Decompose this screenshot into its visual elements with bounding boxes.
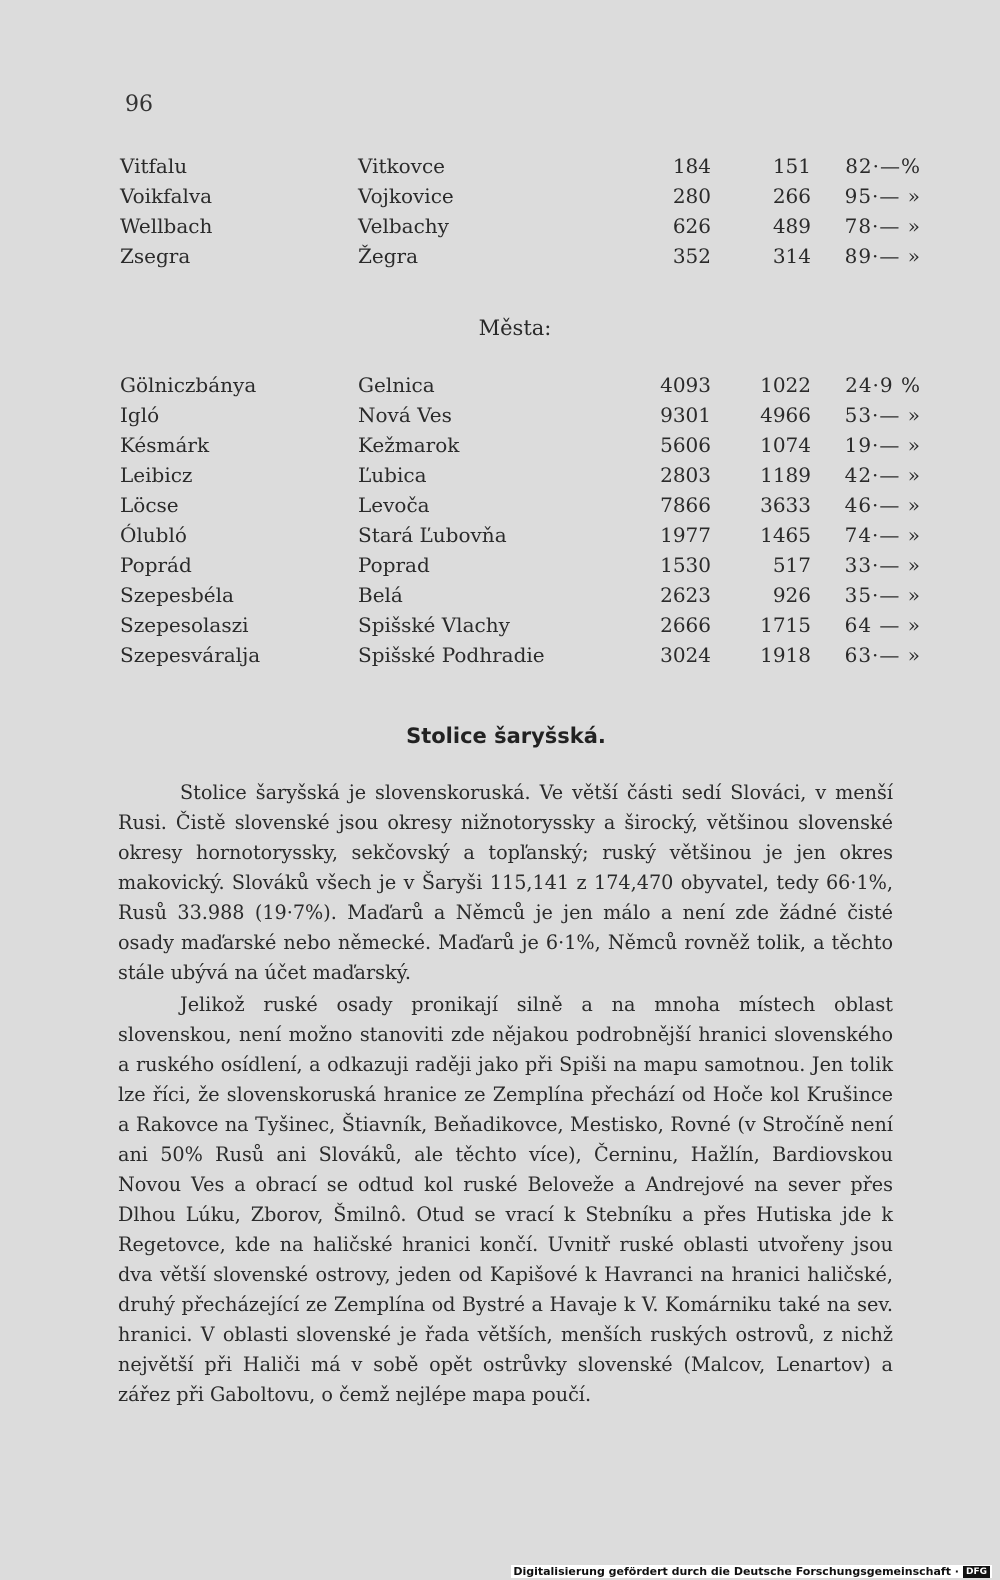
slovak-percent: 64 — »: [844, 613, 921, 637]
table-row: [120, 151, 921, 181]
table-row: [120, 430, 921, 460]
slovak-name: Vojkovice: [358, 184, 454, 208]
hungarian-name: Zsegra: [120, 244, 191, 268]
dfg-logo: DFG: [963, 1566, 990, 1578]
total-population: 4093: [660, 373, 711, 397]
hungarian-name: Ólubló: [120, 523, 187, 547]
table-row: [120, 460, 921, 490]
hungarian-name: Igló: [120, 403, 160, 427]
hungarian-name: Vitfalu: [120, 154, 188, 178]
table-row: [120, 490, 921, 520]
slovak-population: 1189: [760, 463, 811, 487]
section-title: Stolice šaryšská.: [406, 724, 606, 748]
table-row: [120, 241, 921, 271]
towns-table: [120, 370, 921, 670]
total-population: 2666: [660, 613, 711, 637]
slovak-percent: 53·— »: [844, 403, 921, 427]
slovak-name: Gelnica: [358, 373, 435, 397]
slovak-population: 3633: [760, 493, 811, 517]
slovak-name: Poprad: [358, 553, 430, 577]
slovak-percent: 82·—%: [845, 154, 921, 178]
slovak-name: Nová Ves: [358, 403, 452, 427]
total-population: 184: [672, 154, 711, 178]
towns-heading: Města:: [478, 316, 552, 340]
body-text: [118, 778, 893, 1410]
slovak-percent: 46·— »: [844, 493, 921, 517]
total-population: 280: [672, 184, 711, 208]
hungarian-name: Késmárk: [120, 433, 210, 457]
slovak-name: Spišské Vlachy: [358, 613, 510, 637]
hungarian-name: Wellbach: [120, 214, 213, 238]
footer-text: Digitalisierung gefördert durch die Deutsche Forschungsgemeinschaft ·: [513, 1565, 959, 1578]
hungarian-name: Szepesbéla: [120, 583, 234, 607]
hungarian-name: Löcse: [120, 493, 179, 517]
paragraph: Jelikož ruské osady pronikají silně a na mnoha místech oblast slovenskou, není možno stanoviti zde nějakou podrobnější hranici slovenského a ruského osídlení, a odkazuji raději jako při Spiši na mapu samotnou. Jen tolik lze říci, že slovenskoruská hranice ze Zemplína přechází od Hoče kol Krušince a Rakovce na Tyšinec, Štiavník, Beňadikovce, Mestisko, Rovné (v Stročíně není ani 50% Rusů ani Slováků, ale těchto více), Černinu, Hažlín, Bardiovskou Novou Ves a obrací se odtud kol ruské Beloveže a Andrejové na sever přes Dlhou Lúku, Zborov, Šmilnô. Otud se vrací k Stebníku a přes Hutiska jde k Regetovce, kde na haličské hranici končí. Uvnitř ruské oblasti utvořeny jsou dva větší slovenské ostrovy, jeden od Kapišové k Havranci na hranici haličské, druhý přecházející ze Zemplína od Bystré a Havaje k V. Komárniku také na sev. hranici. V oblasti slovenské je řada větších, menších ruských ostrovů, z nichž největší při Haliči má v sobě opět ostrůvky slovenské (Malcov, Lenartov) a zářez při Gaboltovu, o čemž nejlépe mapa poučí.: [118, 993, 893, 1406]
total-population: 3024: [660, 643, 711, 667]
hungarian-name: Voikfalva: [120, 184, 213, 208]
slovak-name: Stará Ľubovňa: [358, 523, 507, 547]
table-row: [120, 211, 921, 241]
table-row: [120, 181, 921, 211]
slovak-name: Žegra: [358, 244, 419, 268]
slovak-percent: 74·— »: [844, 523, 921, 547]
slovak-percent: 78·— »: [844, 214, 921, 238]
table-row: [120, 610, 921, 640]
total-population: 1530: [660, 553, 711, 577]
slovak-population: 1074: [760, 433, 811, 457]
slovak-percent: 63·— »: [844, 643, 921, 667]
slovak-percent: 95·— »: [844, 184, 921, 208]
slovak-percent: 24·9 %: [845, 373, 921, 397]
slovak-population: 1022: [760, 373, 811, 397]
hungarian-name: Leibicz: [120, 463, 193, 487]
hungarian-name: Szepesváralja: [120, 643, 261, 667]
slovak-population: 151: [772, 154, 811, 178]
slovak-population: 1918: [760, 643, 811, 667]
slovak-name: Spišské Podhradie: [358, 643, 545, 667]
slovak-population: 1715: [760, 613, 811, 637]
digitization-footer: [511, 1565, 992, 1578]
slovak-name: Velbachy: [358, 214, 449, 238]
slovak-percent: 33·— »: [844, 553, 921, 577]
slovak-population: 926: [772, 583, 811, 607]
slovak-population: 266: [772, 184, 811, 208]
slovak-name: Ľubica: [358, 463, 427, 487]
slovak-percent: 42·— »: [844, 463, 921, 487]
hungarian-name: Szepesolaszi: [120, 613, 249, 637]
slovak-population: 1465: [760, 523, 811, 547]
table-row: [120, 400, 921, 430]
total-population: 2803: [660, 463, 711, 487]
slovak-population: 489: [772, 214, 811, 238]
table-row: [120, 640, 921, 670]
total-population: 2623: [660, 583, 711, 607]
total-population: 7866: [660, 493, 711, 517]
villages-table: [120, 151, 921, 271]
table-row: [120, 370, 921, 400]
table-row: [120, 520, 921, 550]
total-population: 1977: [660, 523, 711, 547]
hungarian-name: Poprád: [120, 553, 192, 577]
paragraph: Stolice šaryšská je slovenskoruská. Ve větší části sedí Slováci, v menší Rusi. Čistě slovenské jsou okresy nižnotoryssky a širocký, většinou slovenské okresy hornotoryssky, sekčovský a topľanský; ruský většinou je jen okres makovický. Slováků všech je v Šaryši 115,141 z 174,470 obyvatel, tedy 66·1%, Rusů 33.988 (19·7%). Maďarů a Němců je jen málo a není zde žádné čisté osady maďarské nebo německé. Maďarů je 6·1%, Němců rovněž tolik, a těchto stále ubývá na účet maďarský.: [118, 781, 893, 984]
slovak-population: 517: [772, 553, 811, 577]
table-row: [120, 550, 921, 580]
slovak-percent: 89·— »: [844, 244, 921, 268]
slovak-percent: 35·— »: [844, 583, 921, 607]
slovak-name: Kežmarok: [358, 433, 460, 457]
slovak-percent: 19·— »: [844, 433, 921, 457]
slovak-name: Levoča: [358, 493, 430, 517]
slovak-population: 314: [772, 244, 811, 268]
page-number: 96: [125, 92, 153, 117]
slovak-name: Belá: [358, 583, 403, 607]
hungarian-name: Gölniczbánya: [120, 373, 257, 397]
slovak-population: 4966: [760, 403, 811, 427]
slovak-name: Vitkovce: [358, 154, 446, 178]
total-population: 352: [672, 244, 711, 268]
total-population: 626: [672, 214, 711, 238]
total-population: 5606: [660, 433, 711, 457]
table-row: [120, 580, 921, 610]
total-population: 9301: [660, 403, 711, 427]
